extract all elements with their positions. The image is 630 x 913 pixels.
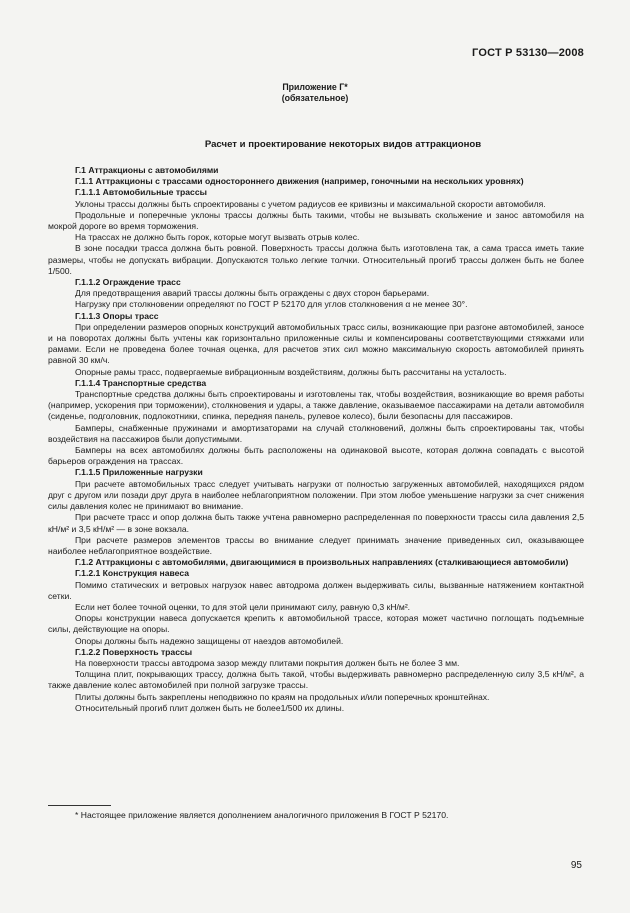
- section-heading: Г.1.1.5 Приложенные нагрузки: [75, 467, 203, 478]
- footnote: * Настоящее приложение является дополнением аналогичного приложения В ГОСТ Р 52170.: [75, 810, 449, 820]
- section-heading: Г.1.1.2 Ограждение трасс: [75, 277, 181, 288]
- paragraph: Бамперы, снабженные пружинами и амортизаторами на случай столкновений, должны быть спроектированы так, чтобы воздействия на пассажиров были допустимыми.: [48, 422, 584, 444]
- paragraph: Плиты должны быть закреплены неподвижно по краям на продольных и/или поперечных кронштейнах.: [75, 691, 490, 702]
- paragraph: При расчете автомобильных трасс следует учитывать нагрузки от полностью загруженных автомобилей, находящихся рядом друг с другом или позади друг друга в наиболее неблагоприятном положении. При этом любое уменьшение нагрузки за счет снижения силы давления колес не принимают во внимание.: [48, 478, 584, 512]
- section-heading: Г.1.2.1 Конструкция навеса: [75, 568, 190, 579]
- section-heading: Г.1.2 Аттракционы с автомобилями, двигающимися в произвольных направлениях (сталкивающиеся автомобили): [75, 557, 569, 568]
- paragraph: Продольные и поперечные уклоны трассы должны быть такими, чтобы не вызывать скольжение и занос автомобиля на мокрой дороге во время торможения.: [48, 209, 584, 232]
- paragraph: При определении размеров опорных конструкций автомобильных трасс силы, возникающие при разгоне автомобилей, заносе и на поворотах должны быть учтены как горизонтально приложенные силы и компенсированы соответствующими стяжками или рамами. Если не проведена более точная оценка, для расчетов этих сил можно максимальную скорость автомобилей принять равной 30 км/ч.: [48, 321, 584, 366]
- paragraph: Опоры должны быть надежно защищены от наездов автомобилей.: [75, 635, 344, 646]
- paragraph: Толщина плит, покрывающих трассу, должна быть такой, чтобы выдерживать равномерно распределенную силу 3,5 кН/м², а также давление колес автомобилей при полной загрузке трассы.: [48, 669, 584, 691]
- paragraph: Относительный прогиб плит должен быть не более1/500 их длины.: [75, 702, 345, 713]
- footnote-divider: [48, 805, 111, 806]
- paragraph: Помимо статических и ветровых нагрузок навес автодрома должен выдерживать силы, вызванные натяжением контактной сетки.: [48, 579, 584, 601]
- page-number: 95: [570, 860, 582, 871]
- appendix-title: Приложение Г*: [282, 82, 348, 92]
- appendix-heading: [0, 82, 630, 104]
- paragraph: Уклоны трассы должны быть спроектированы с учетом радиусов ее кривизны и максимальной скорости автомобиля.: [75, 198, 546, 209]
- standard-header: ГОСТ Р 53130—2008: [472, 47, 584, 59]
- section-title: Расчет и проектирование некоторых видов аттракционов: [204, 139, 482, 150]
- paragraph: Опорные рамы трасс, подвергаемые вибрационным воздействиям, должны быть рассчитаны на усталость.: [75, 366, 507, 377]
- paragraph: Транспортные средства должны быть спроектированы и изготовлены так, чтобы воздействия, возникающие во время работы (например, ускорения при торможении), столкновения и удары, а также давление, оказываемое пассажирами на детали автомобиля (сиденье, подголовник, подлокотники, спинка, передняя панель, рулевое колесо), были безопасны для пассажиров.: [48, 389, 584, 422]
- paragraph: Нагрузку при столкновении определяют по ГОСТ Р 52170 для углов столкновения α не менее 30°.: [75, 299, 468, 310]
- section-heading: Г.1.1 Аттракционы с трассами одностороннего движения (например, гоночными на нескольких уровнях): [75, 176, 524, 187]
- paragraph: На поверхности трассы автодрома зазор между плитами покрытия должен быть не более 3 мм.: [75, 657, 460, 668]
- appendix-status: (обязательное): [281, 93, 349, 103]
- paragraph: Опоры конструкции навеса допускается крепить к автомобильной трассе, которая может частично поглощать подъемные силы, действующие на опоры.: [48, 613, 584, 635]
- paragraph: При расчете размеров элементов трассы во внимание следует принимать значение приведенных сил, оказывающее наиболее неблагоприятное воздействие.: [48, 534, 584, 556]
- paragraph: В зоне посадки трасса должна быть ровной. Поверхность трассы должна быть изготовлена так, а сама трасса иметь такие размеры, чтобы не допускать вибрации. Допускаются только легкие толчки. Относительный прогиб трассы должен быть не более 1/500.: [48, 243, 584, 276]
- section-heading: Г.1.1.1 Автомобильные трассы: [75, 187, 207, 198]
- section-heading: Г.1.1.4 Транспортные средства: [75, 377, 207, 388]
- paragraph: При расчете трасс и опор должна быть также учтена равномерно распределенная по поверхности трассы сила давления 2,5 кН/м² и 3,5 кН/м² — в зоне вокзала.: [48, 512, 584, 534]
- paragraph: Для предотвращения аварий трассы должны быть ограждены с двух сторон барьерами.: [75, 288, 430, 299]
- section-heading: Г.1.1.3 Опоры трасс: [75, 310, 159, 321]
- body-text: [48, 165, 584, 714]
- paragraph: Бамперы на всех автомобилях должны быть расположены на одинаковой высоте, которая должна совпадать с высотой барьеров ограждения на трассах.: [48, 445, 584, 467]
- paragraph: Если нет более точной оценки, то для этой цели принимают силу, равную 0,3 кН/м².: [75, 601, 411, 612]
- section-heading: Г.1.2.2 Поверхность трассы: [75, 646, 193, 657]
- paragraph: На трассах не должно быть горок, которые могут вызвать отрыв колес.: [75, 232, 360, 243]
- section-heading: Г.1 Аттракционы с автомобилями: [75, 165, 219, 175]
